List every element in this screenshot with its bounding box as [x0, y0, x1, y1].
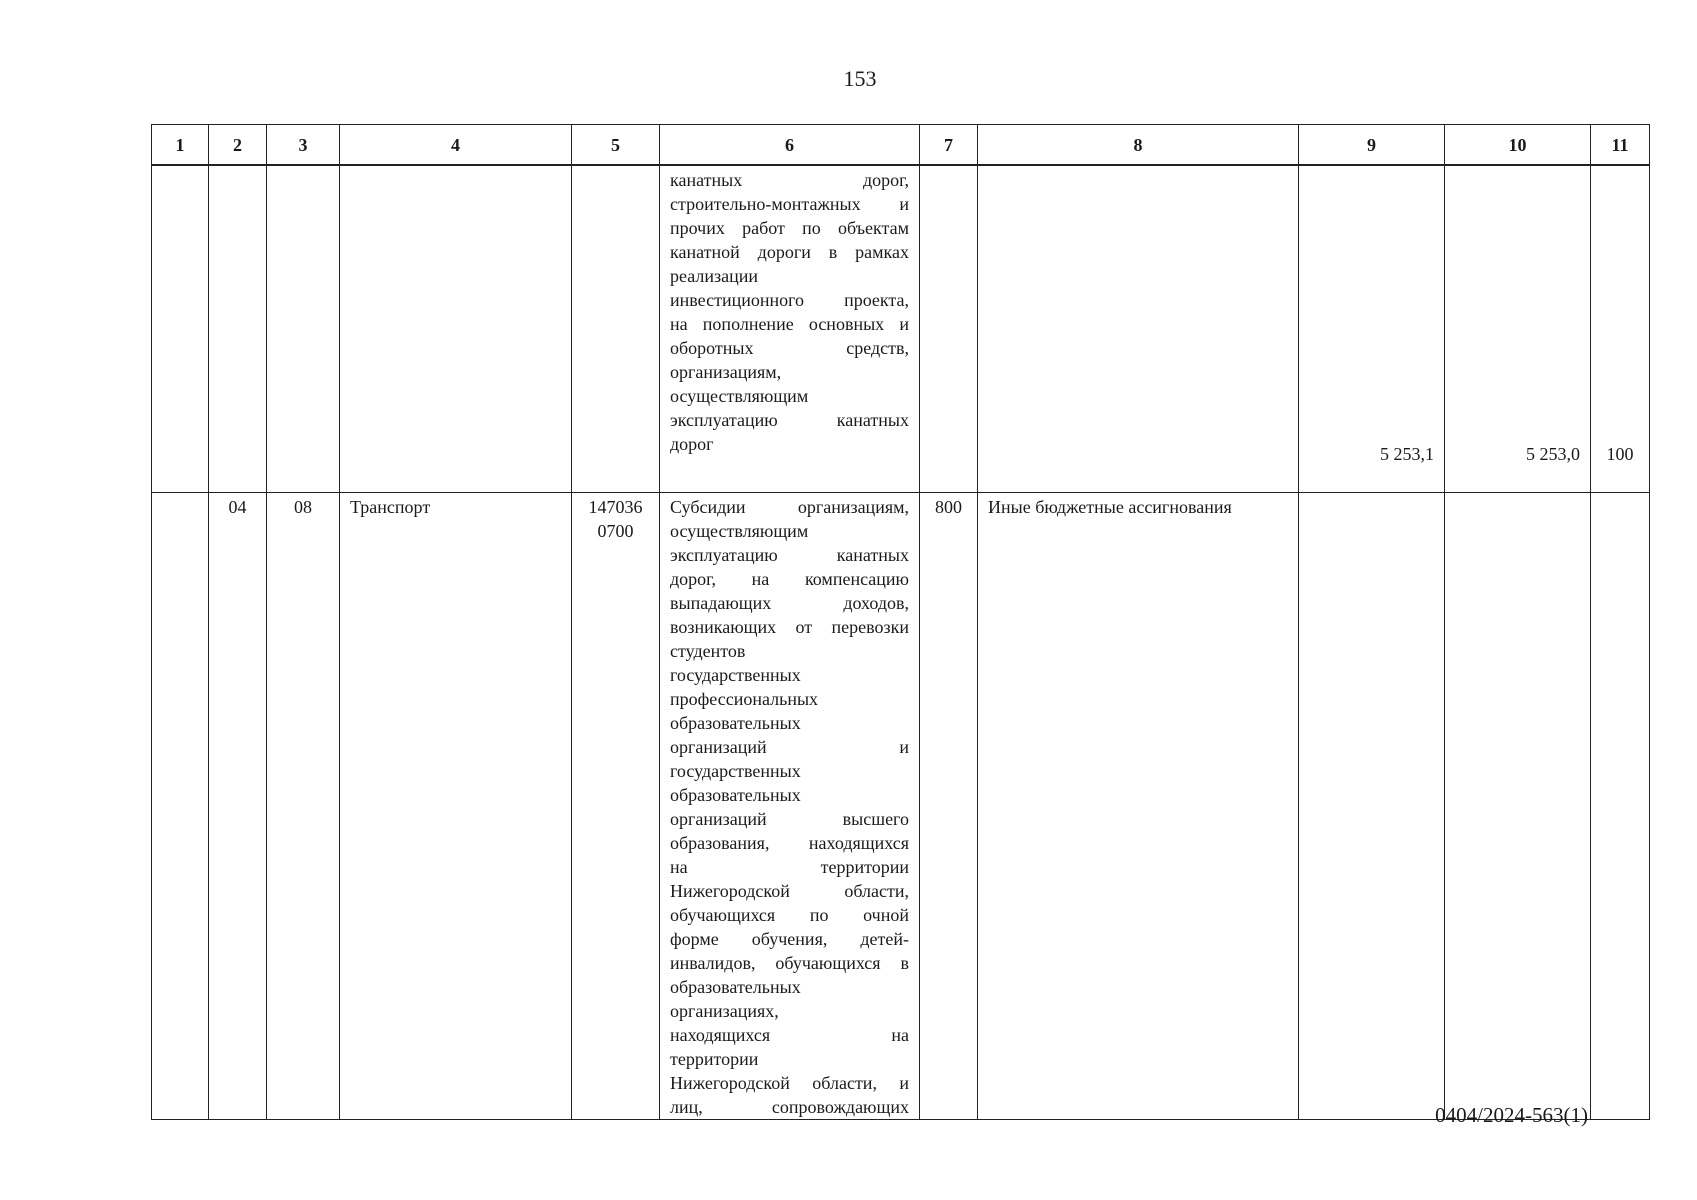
cell-col-5	[572, 165, 660, 493]
budget-table	[151, 124, 1650, 1120]
cell-col-2	[209, 165, 267, 493]
cell-col-9	[1299, 493, 1445, 1120]
description-line: организациях,	[670, 1001, 779, 1021]
document-code: 0404/2024-563(1)	[1435, 1103, 1588, 1127]
description-line: территории	[670, 1049, 759, 1069]
description-line: канатных дорог,	[670, 170, 909, 190]
description-line: осуществляющим	[670, 521, 809, 541]
cell-col-10: 5 253,0	[1445, 165, 1591, 493]
cell-col-5	[572, 493, 660, 1120]
description-line: организаций и	[670, 737, 909, 757]
description-line: дорог, на компенсацию	[670, 569, 909, 589]
description-line: обучающихся по очной	[670, 905, 909, 925]
cell-col-9: 5 253,1	[1299, 165, 1445, 493]
header-col-10: 10	[1445, 125, 1591, 166]
description-line: канатной дороги в рамках	[670, 242, 909, 262]
description-line: образовательных	[670, 977, 801, 997]
cell-col-3	[267, 165, 340, 493]
header-col-1: 1	[152, 125, 209, 166]
code-line: 0700	[597, 521, 634, 541]
description-line: Нижегородской области, и	[670, 1073, 909, 1093]
header-col-11: 11	[1591, 125, 1650, 166]
code-line: 147036	[588, 497, 643, 517]
description-line: государственных	[670, 665, 801, 685]
header-col-6: 6	[660, 125, 920, 166]
cell-description	[660, 165, 920, 493]
cell-col-4: Транспорт	[340, 493, 572, 1120]
cell-col-1	[152, 165, 209, 493]
description-line: Нижегородской области,	[670, 881, 909, 901]
cell-col-8: Иные бюджетные ассигнования	[978, 493, 1299, 1120]
cell-col-7: 800	[920, 493, 978, 1120]
description-line: возникающих от перевозки	[670, 617, 909, 637]
description-line: организациям,	[670, 362, 782, 382]
header-col-9: 9	[1299, 125, 1445, 166]
cell-col-3: 08	[267, 493, 340, 1120]
description-line: организаций высшего	[670, 809, 909, 829]
description-line: государственных	[670, 761, 801, 781]
description-line: лиц, сопровождающих	[670, 1097, 909, 1117]
header-row	[152, 125, 1650, 166]
header-col-5: 5	[572, 125, 660, 166]
header-col-7: 7	[920, 125, 978, 166]
cell-col-10	[1445, 493, 1591, 1120]
cell-col-8	[978, 165, 1299, 493]
description-line: реализации	[670, 266, 758, 286]
description-line: эксплуатацию канатных	[670, 410, 909, 430]
description-line: на пополнение основных и	[670, 314, 909, 334]
description-line: на территории	[670, 857, 909, 877]
header-col-4: 4	[340, 125, 572, 166]
cell-col-11: 100	[1591, 165, 1650, 493]
cell-col-7	[920, 165, 978, 493]
description-line: инвестиционного проекта,	[670, 290, 909, 310]
page-number: 153	[843, 66, 877, 91]
description-line: строительно-монтажных и	[670, 194, 909, 214]
table-row	[152, 493, 1650, 1120]
description-line: находящихся на	[670, 1025, 909, 1045]
description-line: инвалидов, обучающихся в	[670, 953, 909, 973]
description-line: эксплуатацию канатных	[670, 545, 909, 565]
header-col-2: 2	[209, 125, 267, 166]
cell-col-4	[340, 165, 572, 493]
header-col-8: 8	[978, 125, 1299, 166]
description-line: выпадающих доходов,	[670, 593, 909, 613]
description-line: дорог	[670, 434, 714, 454]
description-line: студентов	[670, 641, 746, 661]
description-line: Субсидии организациям,	[670, 497, 909, 517]
description-line: образования, находящихся	[670, 833, 909, 853]
description-line: форме обучения, детей-	[670, 929, 909, 949]
cell-description	[660, 493, 920, 1120]
cell-col-11	[1591, 493, 1650, 1120]
description-line: прочих работ по объектам	[670, 218, 909, 238]
description-line: образовательных	[670, 713, 801, 733]
description-line: образовательных	[670, 785, 801, 805]
description-line: оборотных средств,	[670, 338, 909, 358]
cell-col-1	[152, 493, 209, 1120]
header-col-3: 3	[267, 125, 340, 166]
description-line: осуществляющим	[670, 386, 809, 406]
table-row	[152, 165, 1650, 493]
description-line: профессиональных	[670, 689, 819, 709]
cell-col-2: 04	[209, 493, 267, 1120]
